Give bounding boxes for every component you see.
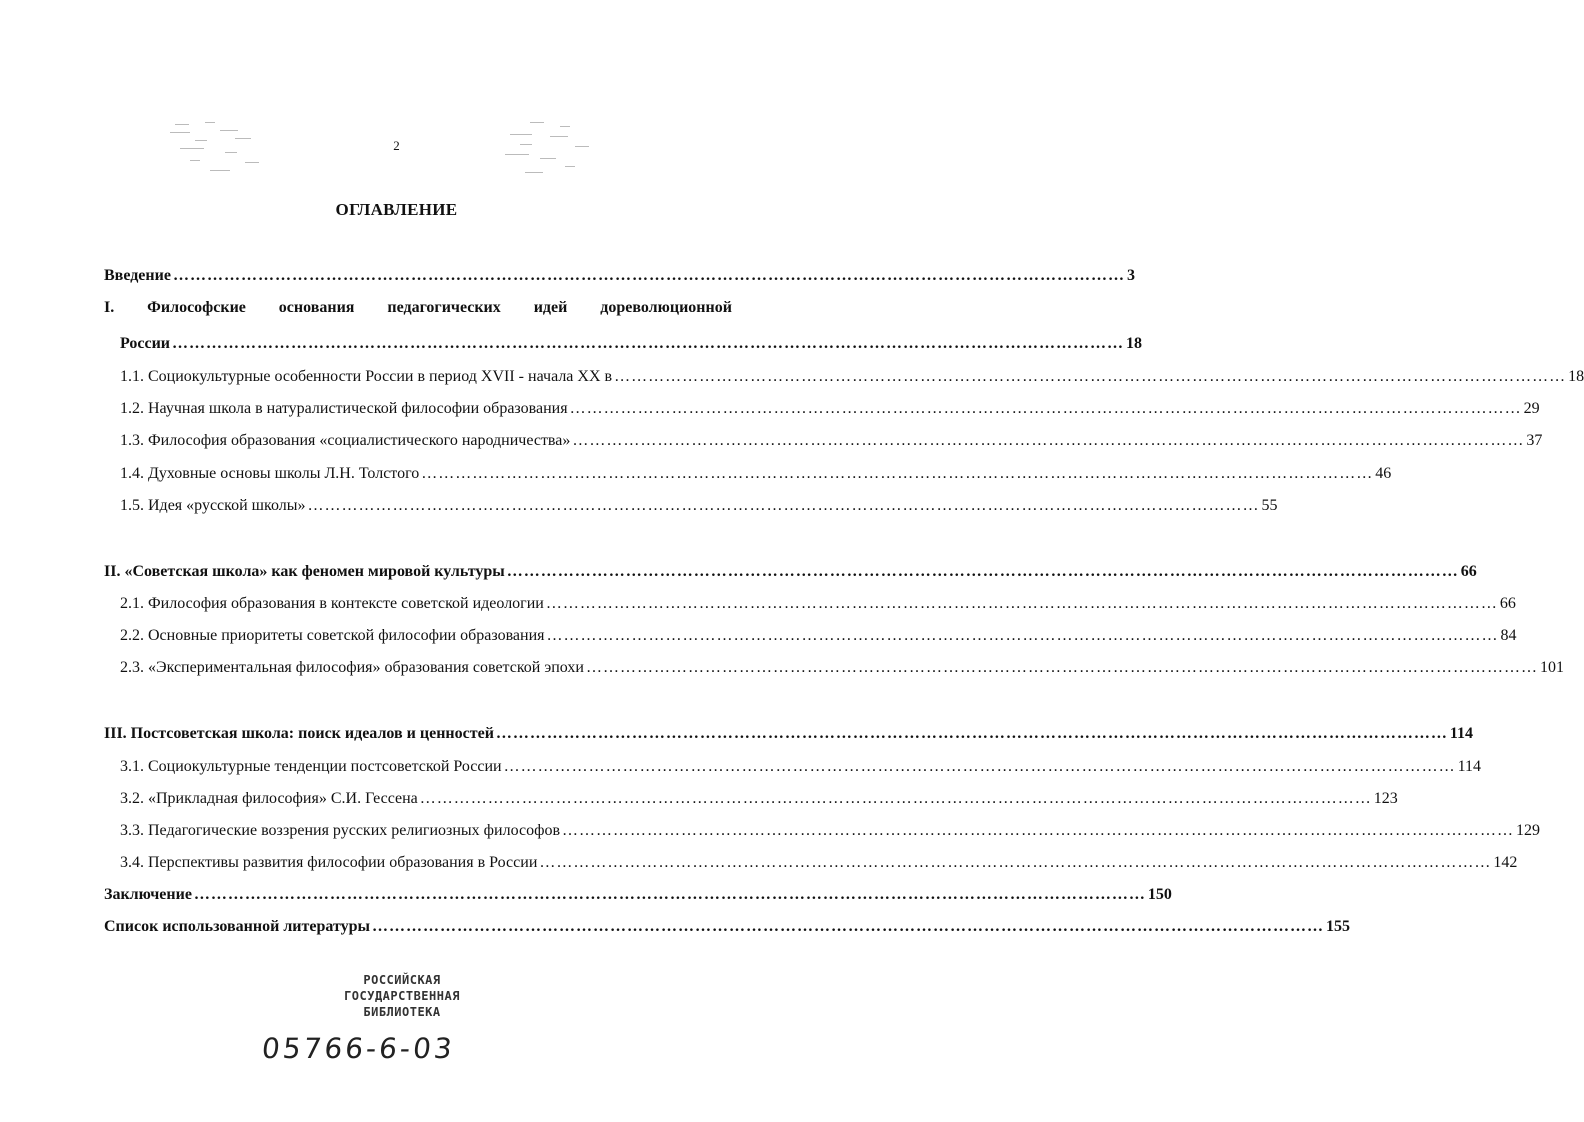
toc-entry-label: II. «Советская школа» как феномен мировой культуры — [104, 563, 505, 580]
toc-entry-label: 1.5. Идея «русской школы» — [120, 497, 306, 514]
stamp-line: БИБЛИОТЕКА — [363, 1005, 441, 1019]
toc-entry-label: 3.3. Педагогические воззрения русских религиозных философов — [120, 822, 560, 839]
toc-entry-chapter-2[interactable] — [104, 561, 1477, 583]
toc-entry-chapter-1[interactable] — [120, 333, 1143, 355]
toc-entry-page: 29 — [1523, 400, 1540, 417]
toc-entry-page: 101 — [1539, 659, 1564, 676]
leader-dots: …………………………………………………………………………………………………………………………………………………… — [193, 886, 1146, 903]
handwritten-number: 05766-6-03 — [260, 1032, 457, 1065]
toc-entry-label: 3.4. Перспективы развития философии образования в России — [120, 854, 538, 871]
page-title: ОГЛАВЛЕНИЕ — [335, 200, 458, 219]
toc-entry-chapter-3[interactable] — [104, 723, 1474, 745]
leader-dots: …………………………………………………………………………………………………………………………………………………… — [545, 595, 1498, 612]
toc-entry-page: 37 — [1526, 432, 1543, 449]
leader-dots: …………………………………………………………………………………………………………………………………………………… — [585, 659, 1538, 676]
toc-entry-label: Заключение — [104, 886, 192, 903]
toc-entry-intro[interactable] — [104, 265, 1135, 287]
toc-entry-label: 1.4. Духовные основы школы Л.Н. Толстого — [120, 465, 420, 482]
toc-entry-label: 3.2. «Прикладная философия» С.И. Гессена — [120, 790, 418, 807]
toc-entry-1-5[interactable] — [120, 495, 1278, 517]
leader-dots: …………………………………………………………………………………………………………………………………………………… — [495, 725, 1448, 742]
leader-dots: …………………………………………………………………………………………………………………………………………………… — [539, 854, 1492, 871]
toc-word: педагогических — [387, 299, 501, 316]
leader-dots: …………………………………………………………………………………………………………………………………………………… — [562, 822, 1514, 839]
toc-entry-2-1[interactable] — [120, 593, 1516, 615]
leader-dots: …………………………………………………………………………………………………………………………………………………… — [546, 627, 1499, 644]
toc-entry-label: 2.3. «Экспериментальная философия» образования советской эпохи — [120, 659, 584, 676]
toc-entry-3-3[interactable] — [120, 820, 1540, 842]
toc-entry-label: III. Постсоветская школа: поиск идеалов и ценностей — [104, 725, 494, 742]
toc-entry-page: 46 — [1375, 465, 1392, 482]
toc-entry-1-2[interactable] — [120, 398, 1540, 420]
toc-word: I. — [104, 299, 115, 316]
library-stamp — [322, 972, 482, 1020]
leader-dots: …………………………………………………………………………………………………………………………………………………… — [172, 267, 1125, 284]
toc-word: основания — [278, 299, 355, 316]
toc-entry-2-2[interactable] — [120, 625, 1517, 647]
stamp-line: РОССИЙСКАЯ — [363, 973, 441, 987]
leader-dots: …………………………………………………………………………………………………………………………………………………… — [506, 563, 1459, 580]
toc-entry-page: 129 — [1516, 822, 1540, 839]
toc-entry-page: 155 — [1326, 918, 1350, 935]
toc-entry-page: 114 — [1457, 758, 1482, 775]
leader-dots: …………………………………………………………………………………………………………………………………………………… — [569, 400, 1522, 417]
toc-entry-label: России — [120, 335, 171, 352]
toc-entry-page: 18 — [1126, 335, 1143, 352]
leader-dots: …………………………………………………………………………………………………………………………………………………… — [614, 368, 1567, 385]
leader-dots: …………………………………………………………………………………………………………………………………………………… — [307, 497, 1260, 514]
toc-entry-label: Список использованной литературы — [104, 918, 370, 935]
toc-entry-label: 1.3. Философия образования «социалистического народничества» — [120, 432, 571, 449]
toc-entry-label: 3.1. Социокультурные тенденции постсоветской России — [120, 758, 502, 775]
page-number: 2 — [393, 138, 400, 153]
toc-word: идей — [533, 299, 568, 316]
leader-dots: …………………………………………………………………………………………………………………………………………………… — [421, 465, 1374, 482]
toc-entry-label: 2.2. Основные приоритеты советской философии образования — [120, 627, 545, 644]
leader-dots: …………………………………………………………………………………………………………………………………………………… — [419, 790, 1372, 807]
toc-entry-page: 84 — [1500, 627, 1517, 644]
toc-entry-3-2[interactable] — [120, 788, 1398, 810]
toc-entry-page: 55 — [1261, 497, 1278, 514]
toc-entry-3-4[interactable] — [120, 852, 1518, 874]
toc-entry-label: Введение — [104, 267, 171, 284]
toc-word: дореволюционной — [600, 299, 732, 316]
toc-entry-conclusion[interactable] — [104, 884, 1172, 906]
toc-entry-1-3[interactable] — [120, 430, 1543, 452]
toc-entry-3-1[interactable] — [120, 756, 1482, 778]
toc-entry-1-4[interactable] — [120, 463, 1392, 485]
toc-entry-2-3[interactable] — [120, 657, 1564, 679]
toc-entry-label: 1.1. Социокультурные особенности России в период XVII - начала XX в — [120, 368, 613, 385]
leader-dots: …………………………………………………………………………………………………………………………………………………… — [172, 335, 1125, 352]
stamp-line: ГОСУДАРСТВЕННАЯ — [344, 989, 460, 1003]
toc-entry-page: 66 — [1499, 595, 1516, 612]
toc-entry-1-1[interactable] — [120, 366, 1584, 388]
toc-entry-page: 142 — [1493, 854, 1518, 871]
toc-entry-page: 150 — [1147, 886, 1172, 903]
toc-entry-bibliography[interactable] — [104, 916, 1350, 938]
leader-dots: …………………………………………………………………………………………………………………………………………………… — [572, 432, 1525, 449]
toc-entry-page: 114 — [1449, 725, 1474, 742]
leader-dots: …………………………………………………………………………………………………………………………………………………… — [503, 758, 1456, 775]
toc-chapter-1-title-line — [104, 297, 732, 319]
toc-entry-label: 1.2. Научная школа в натуралистической философии образования — [120, 400, 568, 417]
leader-dots: …………………………………………………………………………………………………………………………………………………… — [372, 918, 1324, 935]
toc-entry-page: 66 — [1460, 563, 1477, 580]
toc-entry-label: 2.1. Философия образования в контексте советской идеологии — [120, 595, 544, 612]
toc-entry-page: 3 — [1126, 267, 1135, 284]
toc-entry-page: 123 — [1373, 790, 1398, 807]
toc-entry-page: 18 — [1568, 368, 1584, 385]
toc-word: Философские — [147, 299, 246, 316]
